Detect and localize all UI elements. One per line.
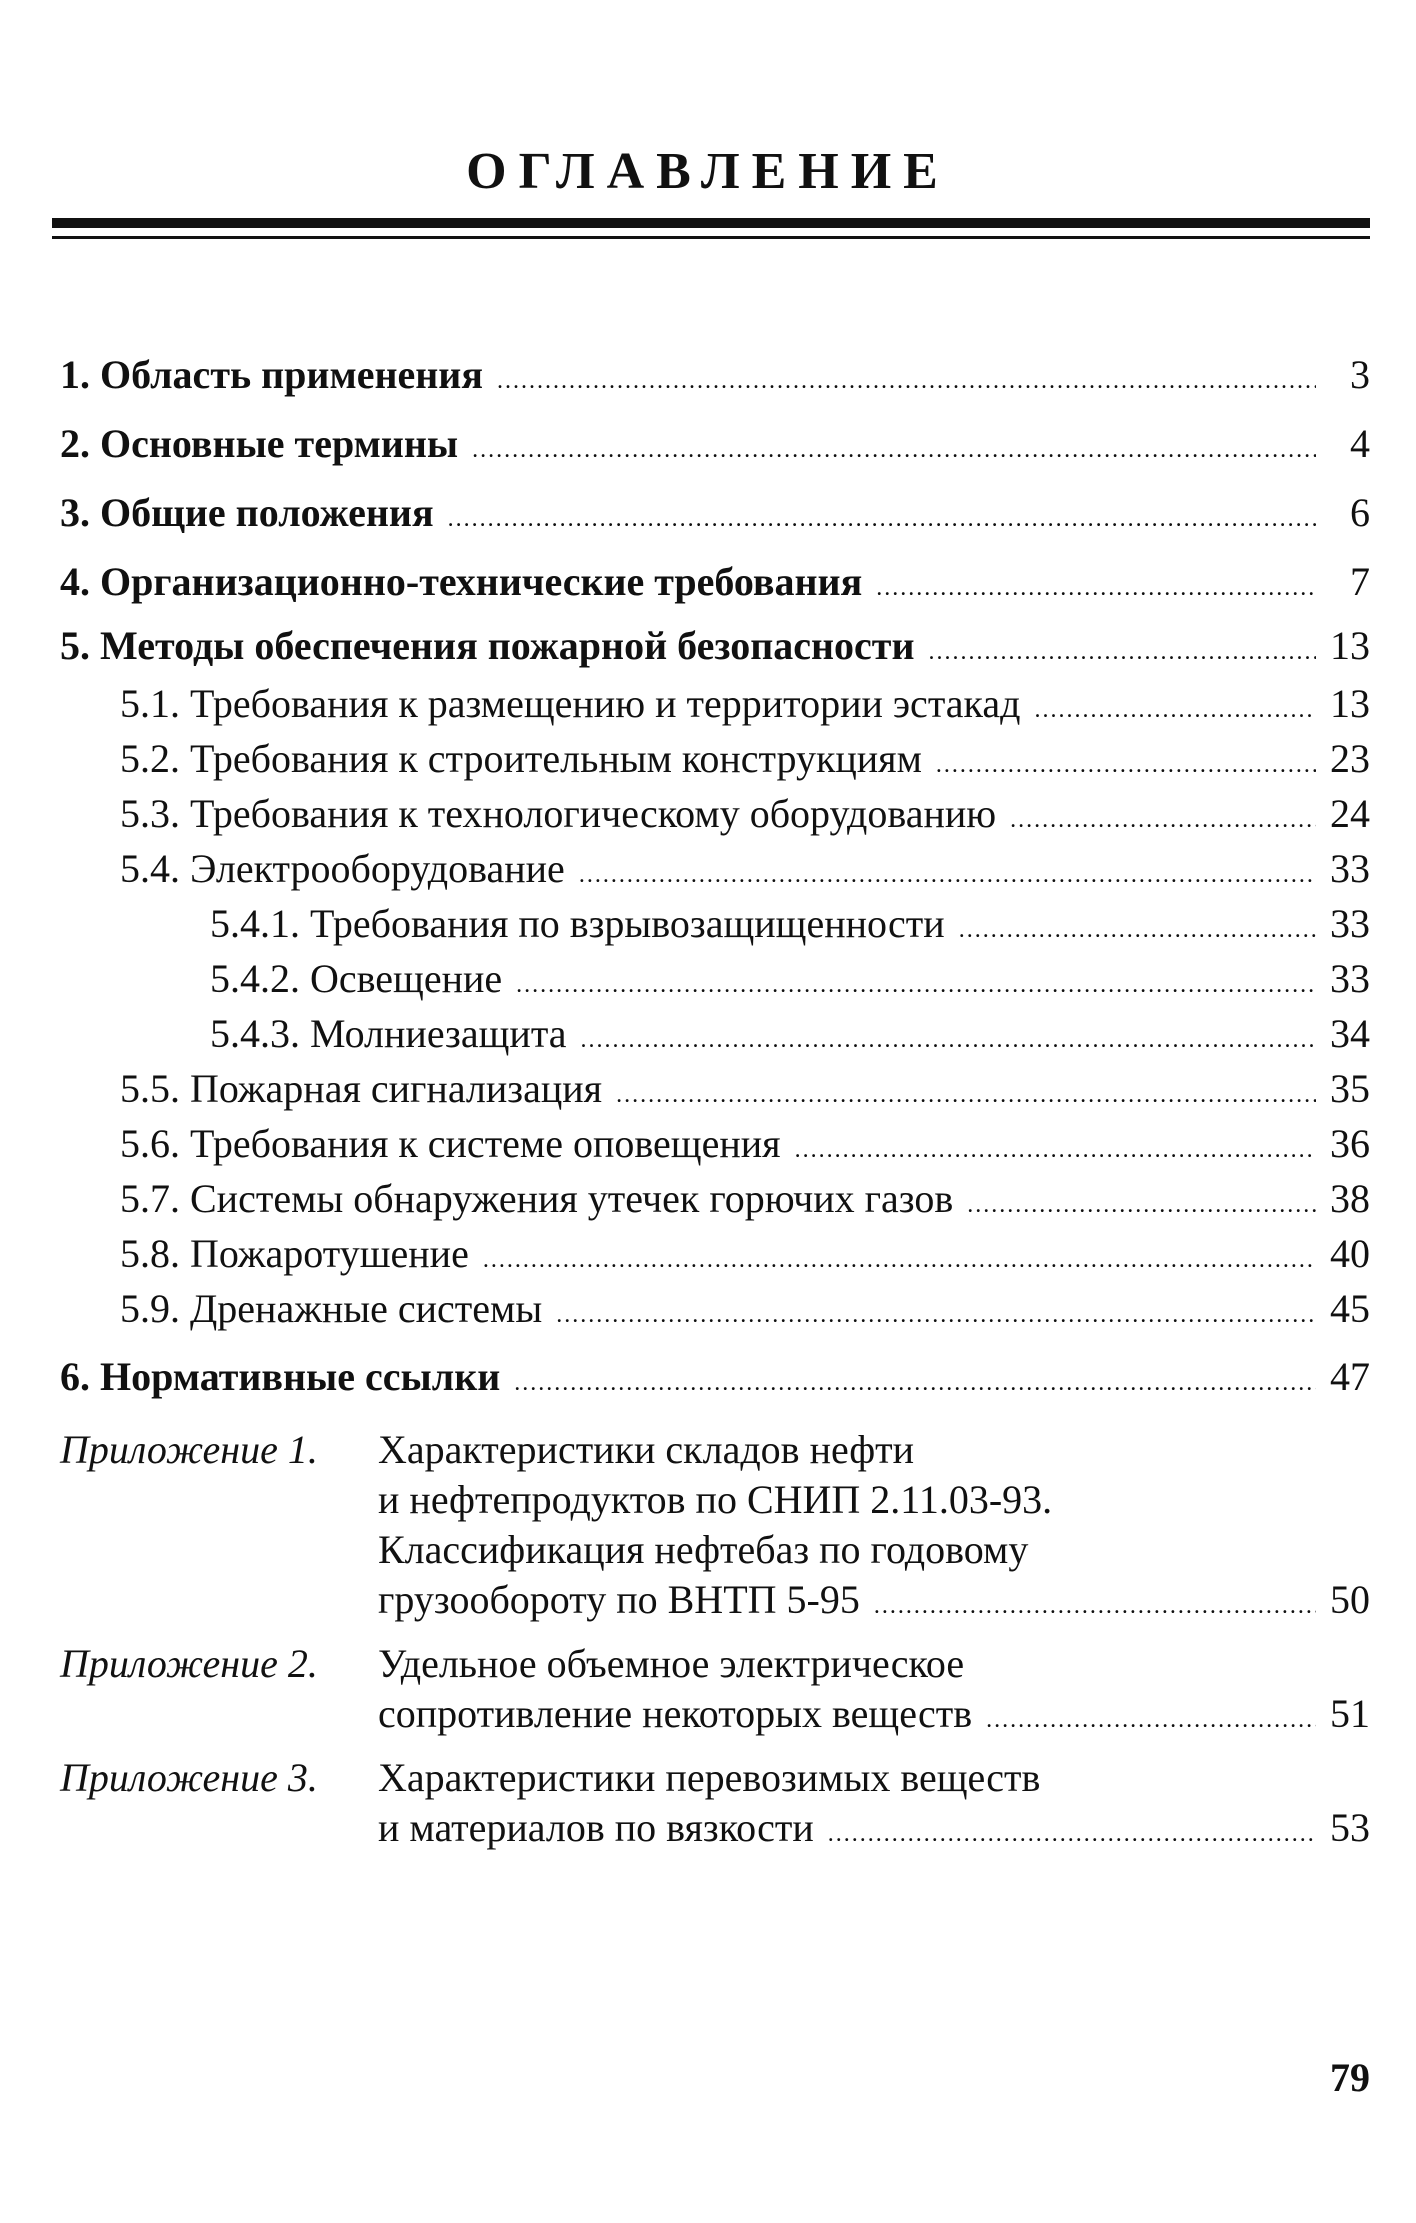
dot-leader [874, 1581, 1316, 1631]
toc-entry-4[interactable] [60, 547, 1370, 616]
dot-leader [448, 485, 1316, 554]
dot-leader [876, 554, 1316, 623]
toc-page-number: 40 [1330, 1231, 1370, 1276]
dot-leader [579, 848, 1316, 903]
appendix-title-line [378, 1425, 1370, 1475]
toc-page-number: 6 [1350, 490, 1370, 535]
toc-entry-label: 3. Общие положения [60, 490, 434, 535]
appendix-title [378, 1753, 1370, 1853]
appendix-title [378, 1639, 1370, 1739]
toc-entry-3[interactable] [60, 478, 1370, 547]
appendix-line-text: Характеристики перевозимых веществ [378, 1755, 1041, 1800]
toc-entry-label: 5.5. Пожарная сигнализация [120, 1066, 603, 1111]
toc-entry-5-7[interactable] [60, 1171, 1370, 1226]
toc-page-number: 36 [1330, 1121, 1370, 1166]
toc-entry-5[interactable] [60, 616, 1370, 676]
toc-page-number: 33 [1330, 846, 1370, 891]
appendix-title [378, 1425, 1370, 1625]
table-of-contents [60, 340, 1370, 1853]
toc-page-number: 50 [1330, 1577, 1370, 1622]
toc-entry-label: 5.2. Требования к строительным конструкциям [120, 736, 922, 781]
toc-entry-label: 5.1. Требования к размещению и территории эстакад [120, 681, 1021, 726]
toc-page-number: 38 [1330, 1176, 1370, 1221]
toc-appendix-3[interactable] [60, 1753, 1370, 1853]
dot-leader [936, 738, 1316, 793]
dot-leader [581, 1013, 1316, 1068]
appendix-label: Приложение 3. [60, 1755, 318, 1800]
appendix-line-text: Классификация нефтебаз по годовому [378, 1527, 1029, 1572]
toc-entry-5-8[interactable] [60, 1226, 1370, 1281]
toc-entry-label: 5.4. Электрооборудование [120, 846, 565, 891]
toc-page-number: 35 [1330, 1066, 1370, 1111]
toc-page-number: 34 [1330, 1011, 1370, 1056]
toc-entry-label: 5.9. Дренажные системы [120, 1286, 543, 1331]
dot-leader [967, 1178, 1316, 1233]
toc-entry-5-3[interactable] [60, 786, 1370, 841]
appendix-line-text: и материалов по вязкости [378, 1805, 814, 1850]
appendix-title-line [378, 1753, 1370, 1803]
toc-entry-2[interactable] [60, 409, 1370, 478]
toc-page-number: 23 [1330, 736, 1370, 781]
toc-page-number: 4 [1350, 421, 1370, 466]
dot-leader [516, 958, 1316, 1013]
title-rule-thin [52, 236, 1370, 239]
dot-leader [795, 1123, 1316, 1178]
dot-leader [1010, 793, 1316, 848]
page-number: 79 [1330, 2055, 1370, 2100]
dot-leader [929, 622, 1317, 682]
dot-leader [828, 1809, 1316, 1859]
dot-leader [497, 347, 1316, 416]
dot-leader [1034, 683, 1316, 738]
toc-page-number: 33 [1330, 956, 1370, 1001]
toc-appendix-2[interactable] [60, 1639, 1370, 1739]
toc-page-number: 45 [1330, 1286, 1370, 1331]
toc-entry-label: 1. Область применения [60, 352, 483, 397]
appendix-title-line [378, 1475, 1370, 1525]
toc-entry-6[interactable] [60, 1342, 1370, 1411]
appendix-title-line [378, 1639, 1370, 1689]
dot-leader [556, 1288, 1316, 1343]
toc-entry-5-9[interactable] [60, 1281, 1370, 1336]
dot-leader [483, 1233, 1316, 1288]
appendix-line-text: и нефтепродуктов по СНИП 2.11.03-93. [378, 1477, 1053, 1522]
appendix-line-text: грузообороту по ВНТП 5-95 [378, 1577, 860, 1622]
toc-appendix-1[interactable] [60, 1425, 1370, 1625]
toc-page-number: 33 [1330, 901, 1370, 946]
toc-entry-label: 2. Основные термины [60, 421, 459, 466]
toc-page-number: 53 [1330, 1805, 1370, 1850]
toc-page-number: 7 [1350, 559, 1370, 604]
page-title: ОГЛАВЛЕНИЕ [466, 143, 950, 200]
toc-entry-label: 5.4.2. Освещение [210, 956, 503, 1001]
appendix-title-line [378, 1525, 1370, 1575]
dot-leader [472, 416, 1316, 485]
toc-entry-5-5[interactable] [60, 1061, 1370, 1116]
appendix-label: Приложение 1. [60, 1427, 318, 1472]
toc-entry-5-1[interactable] [60, 676, 1370, 731]
appendix-title-line [378, 1575, 1370, 1625]
toc-entry-5-4-1[interactable] [60, 896, 1370, 951]
dot-leader [959, 903, 1316, 958]
toc-page-number: 13 [1330, 681, 1370, 726]
toc-entry-label: 5. Методы обеспечения пожарной безопасности [60, 623, 915, 668]
toc-entry-label: 5.3. Требования к технологическому оборудованию [120, 791, 997, 836]
toc-entry-label: 5.6. Требования к системе оповещения [120, 1121, 781, 1166]
toc-page-number: 13 [1330, 623, 1370, 668]
appendix-line-text: Характеристики складов нефти [378, 1427, 915, 1472]
title-rule-thick [52, 218, 1370, 228]
appendix-line-text: Удельное объемное электрическое [378, 1641, 965, 1686]
toc-entry-label: 5.4.3. Молниезащита [210, 1011, 567, 1056]
toc-entry-label: 5.8. Пожаротушение [120, 1231, 469, 1276]
toc-entry-5-2[interactable] [60, 731, 1370, 786]
dot-leader [514, 1349, 1316, 1418]
toc-page-number: 3 [1350, 352, 1370, 397]
appendix-line-text: сопротивление некоторых веществ [378, 1691, 973, 1736]
toc-entry-label: 6. Нормативные ссылки [60, 1354, 501, 1399]
toc-page-number: 51 [1330, 1691, 1370, 1736]
dot-leader [986, 1695, 1316, 1745]
toc-entry-1[interactable] [60, 340, 1370, 409]
toc-entry-5-4[interactable] [60, 841, 1370, 896]
toc-entry-label: 5.4.1. Требования по взрывозащищенности [210, 901, 945, 946]
toc-entry-5-4-2[interactable] [60, 951, 1370, 1006]
toc-entry-5-6[interactable] [60, 1116, 1370, 1171]
toc-entry-label: 4. Организационно-технические требования [60, 559, 863, 604]
appendix-label: Приложение 2. [60, 1641, 318, 1686]
dot-leader [616, 1068, 1316, 1123]
toc-page-number: 24 [1330, 791, 1370, 836]
toc-entry-label: 5.7. Системы обнаружения утечек горючих газов [120, 1176, 954, 1221]
toc-entry-5-4-3[interactable] [60, 1006, 1370, 1061]
appendix-title-line [378, 1689, 1370, 1739]
toc-page-number: 47 [1330, 1354, 1370, 1399]
appendix-title-line [378, 1803, 1370, 1853]
